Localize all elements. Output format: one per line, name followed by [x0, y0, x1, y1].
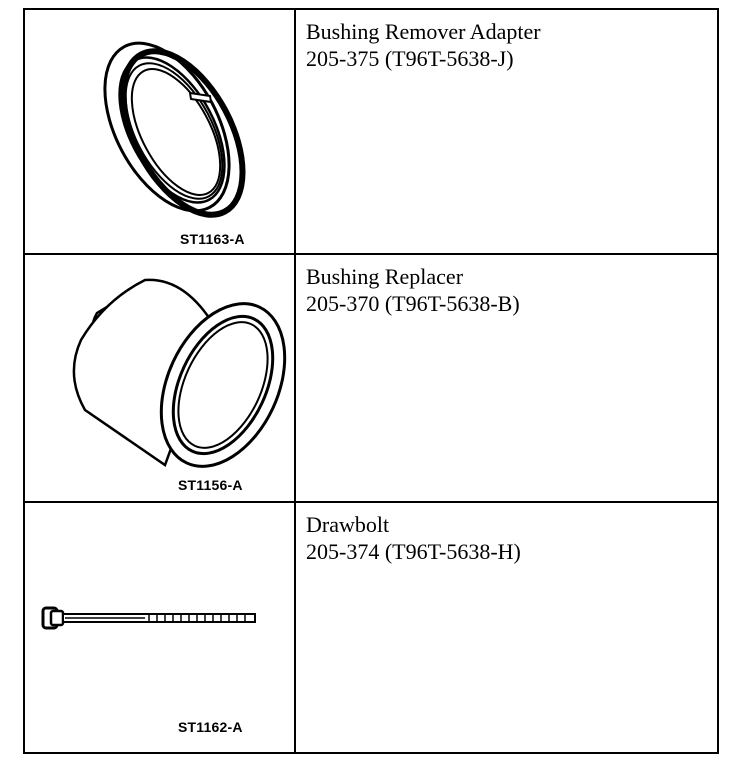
tool-description-cell — [295, 254, 718, 502]
tool-row — [24, 254, 718, 502]
tool-row — [24, 502, 718, 753]
special-tools-table — [23, 8, 719, 754]
tool-row — [24, 9, 718, 254]
tool-name: Bushing Replacer — [306, 264, 464, 289]
drawbolt-illustration — [25, 503, 294, 754]
figure-code: ST1156-A — [178, 477, 243, 493]
tool-name: Drawbolt — [306, 512, 390, 537]
tool-number: 205-375 (T96T-5638-J) — [306, 46, 514, 71]
bushing-remover-adapter-illustration — [25, 10, 294, 255]
tool-name: Bushing Remover Adapter — [306, 19, 541, 44]
tool-image-cell — [24, 9, 295, 254]
tool-number: 205-374 (T96T-5638-H) — [306, 539, 521, 564]
tool-image-cell — [24, 254, 295, 502]
bushing-replacer-illustration — [25, 255, 294, 503]
tool-number: 205-370 (T96T-5638-B) — [306, 291, 520, 316]
tool-image-cell — [24, 502, 295, 753]
figure-code: ST1162-A — [178, 719, 243, 735]
tool-description-cell — [295, 502, 718, 753]
tool-description-cell — [295, 9, 718, 254]
figure-code: ST1163-A — [180, 231, 245, 247]
